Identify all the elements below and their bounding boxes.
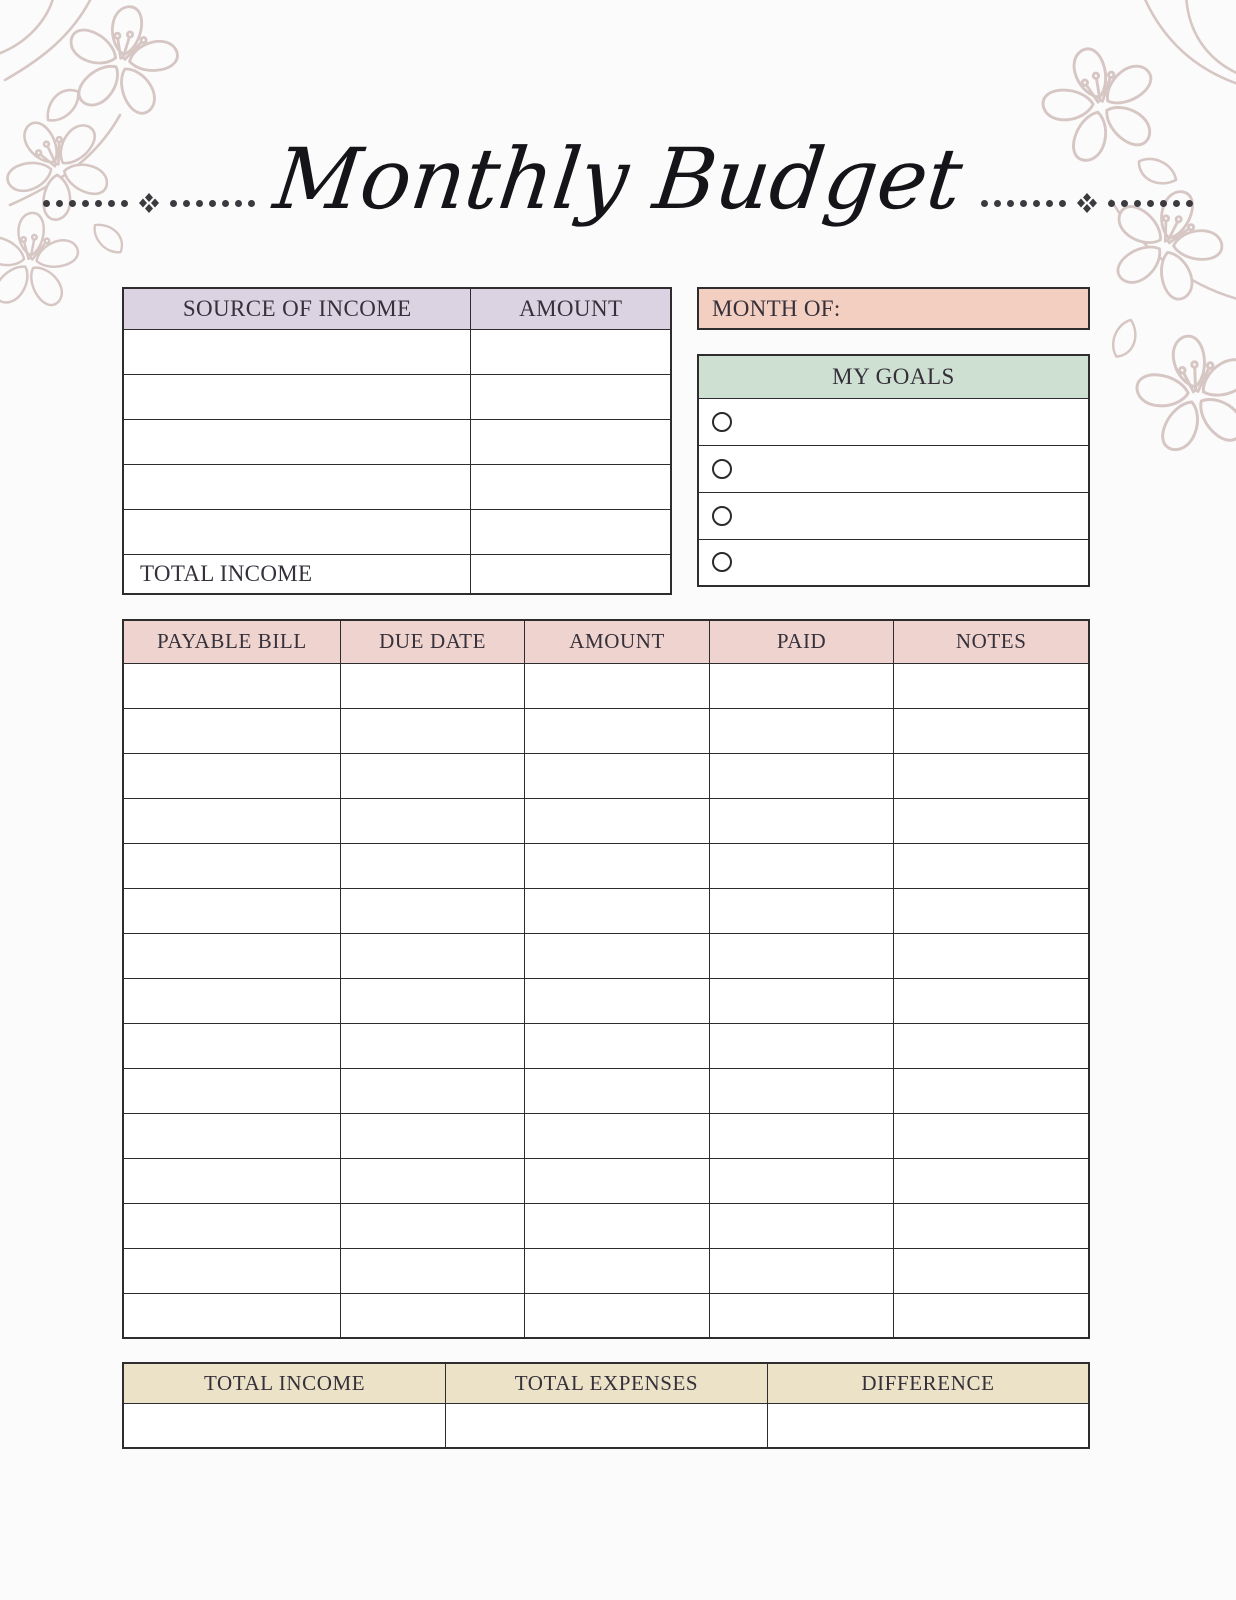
bill-row [123,1203,1089,1248]
income-amount-cell[interactable] [471,374,671,419]
bills-header-amount: AMOUNT [525,620,710,663]
bills-header-paid: PAID [709,620,894,663]
bill-cell-due-date[interactable] [340,1203,525,1248]
bills-header-row [123,620,1089,663]
bills-section [122,619,1090,1339]
bill-cell-paid[interactable] [709,1293,894,1338]
income-amount-cell[interactable] [471,464,671,509]
goal-checkbox-circle[interactable] [712,552,732,572]
bill-cell-notes[interactable] [894,753,1089,798]
bill-cell-paid[interactable] [709,708,894,753]
bills-table [122,619,1090,1339]
bill-cell-due-date[interactable] [340,663,525,708]
bill-row [123,1023,1089,1068]
income-source-cell[interactable] [123,464,471,509]
bill-cell-payable-bill[interactable] [123,1068,340,1113]
income-row [123,419,671,464]
bill-cell-amount[interactable] [525,1068,710,1113]
goal-checkbox-circle[interactable] [712,506,732,526]
bill-cell-paid[interactable] [709,978,894,1023]
bill-cell-payable-bill[interactable] [123,1158,340,1203]
page-title: Monthly Budget [268,130,968,228]
goals-header: MY GOALS [698,355,1089,398]
dot [1160,200,1167,207]
dot [1134,200,1141,207]
goal-checkbox-circle[interactable] [712,412,732,432]
bill-cell-due-date[interactable] [340,1023,525,1068]
dot [248,200,255,207]
bill-cell-notes[interactable] [894,663,1089,708]
dot [981,200,988,207]
bill-cell-amount[interactable] [525,888,710,933]
income-source-cell[interactable] [123,374,471,419]
bill-cell-payable-bill[interactable] [123,708,340,753]
bill-cell-notes[interactable] [894,1293,1089,1338]
bill-cell-notes[interactable] [894,933,1089,978]
goal-checkbox-circle[interactable] [712,459,732,479]
summary-table [122,1362,1090,1449]
income-total-amount-cell[interactable] [471,554,671,594]
income-row [123,329,671,374]
goal-row [698,492,1089,539]
bill-cell-due-date[interactable] [340,1158,525,1203]
bill-cell-payable-bill[interactable] [123,888,340,933]
bills-header-due-date: DUE DATE [340,620,525,663]
bill-cell-notes[interactable] [894,1203,1089,1248]
bill-cell-paid[interactable] [709,1023,894,1068]
income-source-cell[interactable] [123,329,471,374]
bill-cell-due-date[interactable] [340,1113,525,1158]
income-amount-cell[interactable] [471,329,671,374]
goal-text-area[interactable] [698,539,1089,586]
dot [222,200,229,207]
dot [1147,200,1154,207]
dot [95,200,102,207]
summary-header-difference: DIFFERENCE [767,1363,1089,1403]
bill-row [123,708,1089,753]
dot [69,200,76,207]
bill-cell-notes[interactable] [894,843,1089,888]
dot [1108,200,1115,207]
bill-cell-paid[interactable] [709,1158,894,1203]
goal-row [698,445,1089,492]
bill-row [123,1248,1089,1293]
income-source-cell[interactable] [123,419,471,464]
dot [1033,200,1040,207]
bill-cell-payable-bill[interactable] [123,933,340,978]
bill-cell-paid[interactable] [709,1203,894,1248]
bill-cell-paid[interactable] [709,1068,894,1113]
dot [1186,200,1193,207]
bill-cell-due-date[interactable] [340,753,525,798]
dotted-ornament-right [981,193,1193,213]
bill-cell-due-date[interactable] [340,708,525,753]
dot [1173,200,1180,207]
bill-cell-payable-bill[interactable] [123,1023,340,1068]
dotted-ornament-left [43,193,255,213]
bill-cell-notes[interactable] [894,978,1089,1023]
dots-group [170,200,255,207]
bill-cell-amount[interactable] [525,708,710,753]
bill-cell-amount[interactable] [525,1248,710,1293]
goal-text-area[interactable] [698,398,1089,445]
bill-cell-due-date[interactable] [340,798,525,843]
bill-cell-notes[interactable] [894,1113,1089,1158]
income-header-amount: AMOUNT [471,288,671,329]
summary-header-row [123,1363,1089,1403]
dot [56,200,63,207]
dot [183,200,190,207]
summary-values-row [123,1403,1089,1448]
dot [170,200,177,207]
bill-cell-amount[interactable] [525,1293,710,1338]
bill-cell-payable-bill[interactable] [123,1113,340,1158]
bill-cell-paid[interactable] [709,1113,894,1158]
bills-header-payable-bill: PAYABLE BILL [123,620,340,663]
month-goals-column [697,287,1090,595]
month-of-bar [697,287,1090,330]
dot [1007,200,1014,207]
bill-cell-notes[interactable] [894,1158,1089,1203]
dot [235,200,242,207]
bill-cell-notes[interactable] [894,1068,1089,1113]
income-header-source: SOURCE OF INCOME [123,288,471,329]
bill-row [123,798,1089,843]
income-row [123,374,671,419]
bill-cell-payable-bill[interactable] [123,843,340,888]
page-header [0,104,1236,254]
bill-row [123,1158,1089,1203]
bill-cell-amount[interactable] [525,798,710,843]
bill-cell-payable-bill[interactable] [123,1293,340,1338]
bill-cell-paid[interactable] [709,798,894,843]
bill-cell-payable-bill[interactable] [123,798,340,843]
bill-cell-amount[interactable] [525,1158,710,1203]
dot [209,200,216,207]
bill-cell-amount[interactable] [525,1023,710,1068]
income-total-row [123,554,671,594]
income-header-row [123,288,671,329]
dots-group [981,200,1066,207]
goals-header-row [698,355,1089,398]
bill-row [123,933,1089,978]
income-source-cell[interactable] [123,509,471,554]
income-table [122,287,672,595]
bill-row [123,843,1089,888]
bill-row [123,1293,1089,1338]
bill-cell-notes[interactable] [894,888,1089,933]
bill-cell-payable-bill[interactable] [123,663,340,708]
bills-header-notes: NOTES [894,620,1089,663]
bill-row [123,753,1089,798]
bill-cell-payable-bill[interactable] [123,1203,340,1248]
income-amount-cell[interactable] [471,419,671,464]
dot [1059,200,1066,207]
bill-cell-payable-bill[interactable] [123,978,340,1023]
month-of-label: MONTH OF: [712,295,841,321]
bill-row [123,1068,1089,1113]
dot [1121,200,1128,207]
diamond-cluster-icon [1077,193,1097,213]
summary-difference-cell[interactable] [767,1403,1089,1448]
bill-cell-paid[interactable] [709,1248,894,1293]
bill-cell-payable-bill[interactable] [123,1248,340,1293]
bill-row [123,1113,1089,1158]
dot [196,200,203,207]
income-total-label: TOTAL INCOME [123,554,471,594]
bill-cell-amount[interactable] [525,978,710,1023]
summary-header-total-expenses: TOTAL EXPENSES [446,1363,768,1403]
income-amount-cell[interactable] [471,509,671,554]
dot [121,200,128,207]
income-row [123,464,671,509]
dot [1020,200,1027,207]
bill-cell-notes[interactable] [894,798,1089,843]
diamond-cluster-icon [139,193,159,213]
goal-text-area[interactable] [698,492,1089,539]
bill-cell-amount[interactable] [525,663,710,708]
bill-cell-amount[interactable] [525,1113,710,1158]
dots-group [1108,200,1193,207]
bill-cell-amount[interactable] [525,753,710,798]
bill-cell-payable-bill[interactable] [123,753,340,798]
top-section [122,287,1090,595]
bill-cell-amount[interactable] [525,933,710,978]
bill-row [123,888,1089,933]
goals-table [697,354,1090,587]
bill-cell-notes[interactable] [894,708,1089,753]
summary-header-total-income: TOTAL INCOME [123,1363,446,1403]
bill-cell-paid[interactable] [709,663,894,708]
bill-cell-paid[interactable] [709,843,894,888]
bill-cell-due-date[interactable] [340,1248,525,1293]
dot [108,200,115,207]
dot [1046,200,1053,207]
dot [994,200,1001,207]
bill-row [123,978,1089,1023]
bill-cell-due-date[interactable] [340,1293,525,1338]
bill-cell-notes[interactable] [894,1023,1089,1068]
bill-cell-paid[interactable] [709,933,894,978]
goal-row [698,398,1089,445]
summary-total-income-cell[interactable] [123,1403,446,1448]
month-of-value[interactable] [849,289,1075,328]
goal-row [698,539,1089,586]
goal-text-area[interactable] [698,445,1089,492]
income-row [123,509,671,554]
dot [43,200,50,207]
dots-group [43,200,128,207]
bill-cell-amount[interactable] [525,843,710,888]
bill-cell-due-date[interactable] [340,888,525,933]
bill-cell-due-date[interactable] [340,843,525,888]
summary-total-expenses-cell[interactable] [446,1403,768,1448]
bill-row [123,663,1089,708]
dot [82,200,89,207]
bill-cell-paid[interactable] [709,888,894,933]
bill-cell-paid[interactable] [709,753,894,798]
summary-section [122,1362,1090,1449]
bill-cell-due-date[interactable] [340,1068,525,1113]
bill-cell-due-date[interactable] [340,978,525,1023]
bill-cell-amount[interactable] [525,1203,710,1248]
bill-cell-due-date[interactable] [340,933,525,978]
bill-cell-notes[interactable] [894,1248,1089,1293]
